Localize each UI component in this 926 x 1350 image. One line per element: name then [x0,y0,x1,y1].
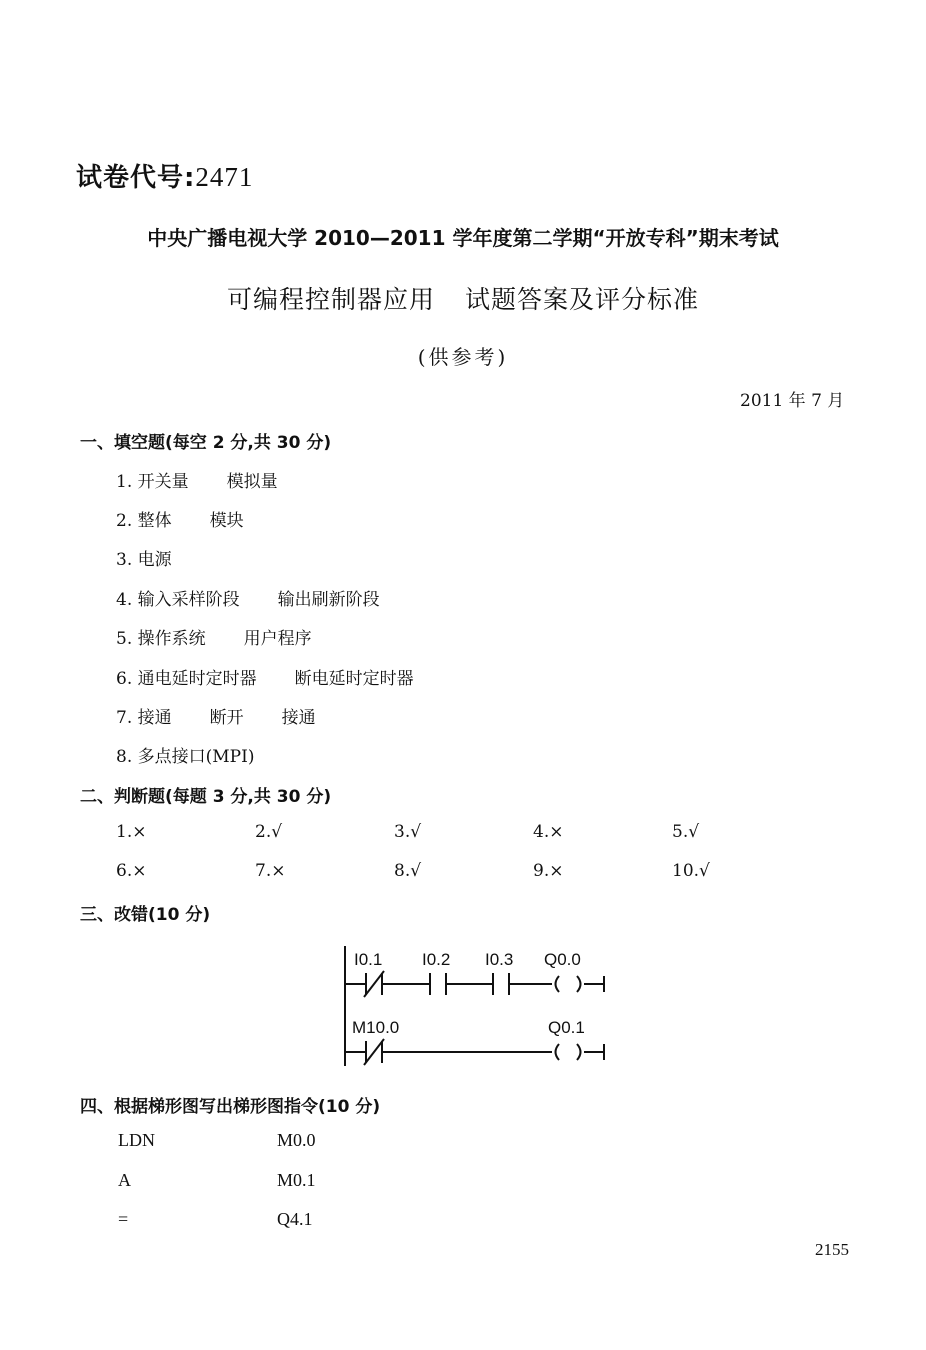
answer: 整体 [137,511,172,531]
answer: 接通 [137,708,172,728]
tf-answer: 7.× [255,861,286,881]
tf-answer: 9.× [533,861,564,881]
exam-header: 中央广播电视大学 2010—2011 学年度第二学期“开放专科”期末考试 [147,226,779,250]
answer-title: 试题答案及评分标准 [465,285,700,314]
fill-item-4 [116,585,380,610]
reference-note: (供参考) [417,345,509,369]
contact-label: I0.1 [354,950,383,969]
answer: 输出刷新阶段 [277,590,380,610]
paper-code-colon: : [184,163,196,193]
fill-item-7 [116,703,316,728]
instruction-op: = [118,1209,129,1229]
fill-item-6 [116,664,414,689]
item-number: 8. [116,747,133,767]
answer: 用户程序 [243,629,312,649]
coil-label: Q0.0 [544,950,581,969]
item-number: 6. [116,669,133,689]
fill-item-2 [116,506,244,531]
tf-answer: 8.√ [394,861,422,881]
fill-item-5 [116,624,312,649]
fill-item-3 [116,545,172,570]
answer: 模拟量 [226,472,278,492]
tf-answer: 5.√ [672,822,700,842]
item-number: 2. [116,511,133,531]
tf-answer: 10.√ [672,861,710,881]
answer: 断电延时定时器 [294,669,414,689]
contact-label: M10.0 [352,1018,400,1037]
answer: 接通 [281,708,316,728]
contact-label: I0.2 [422,950,451,969]
answer: 断开 [209,708,244,728]
section-1-title: 一、填空题(每空 2 分,共 30 分) [80,433,332,453]
answer: 操作系统 [137,629,206,649]
coil-label: Q0.1 [548,1018,585,1037]
coil-q01 [556,1044,560,1060]
item-number: 5. [116,629,133,649]
tf-answer: 4.× [533,822,564,842]
document-subtitle [0,280,926,316]
answer: 多点接口(MPI) [137,747,255,767]
tf-answer: 2.√ [255,822,283,842]
contact-label: I0.3 [485,950,514,969]
item-number: 7. [116,708,133,728]
paper-code-label: 试卷代号 [76,163,185,193]
exam-date: 2011 年 7 月 [740,391,845,411]
tf-answer: 3.√ [394,822,422,842]
paper-code [76,157,253,194]
instruction-op: A [118,1170,131,1190]
paper-code-number: 2471 [195,162,254,192]
tf-answer: 6.× [116,861,147,881]
coil-q00 [556,976,560,992]
instruction-op: LDN [118,1130,155,1150]
section-2-title: 二、判断题(每题 3 分,共 30 分) [80,787,332,807]
fill-item-8 [116,742,254,767]
instruction-operand: M0.1 [277,1170,316,1190]
course-name: 可编程控制器应用 [226,285,435,314]
page-number: 2155 [815,1240,849,1259]
item-number: 3. [116,550,133,570]
answer: 输入采样阶段 [137,590,240,610]
instruction-operand: Q4.1 [277,1209,313,1229]
answer: 通电延时定时器 [137,669,257,689]
item-number: 4. [116,590,133,610]
fill-item-1 [116,467,278,492]
ladder-diagram [330,940,620,1070]
instruction-operand: M0.0 [277,1130,316,1150]
item-number: 1. [116,472,133,492]
answer: 开关量 [137,472,189,492]
section-3-title: 三、改错(10 分) [80,905,211,925]
section-4-title: 四、根据梯形图写出梯形图指令(10 分) [80,1097,381,1117]
answer: 模块 [209,511,244,531]
tf-answer: 1.× [116,822,147,842]
answer: 电源 [137,550,172,570]
